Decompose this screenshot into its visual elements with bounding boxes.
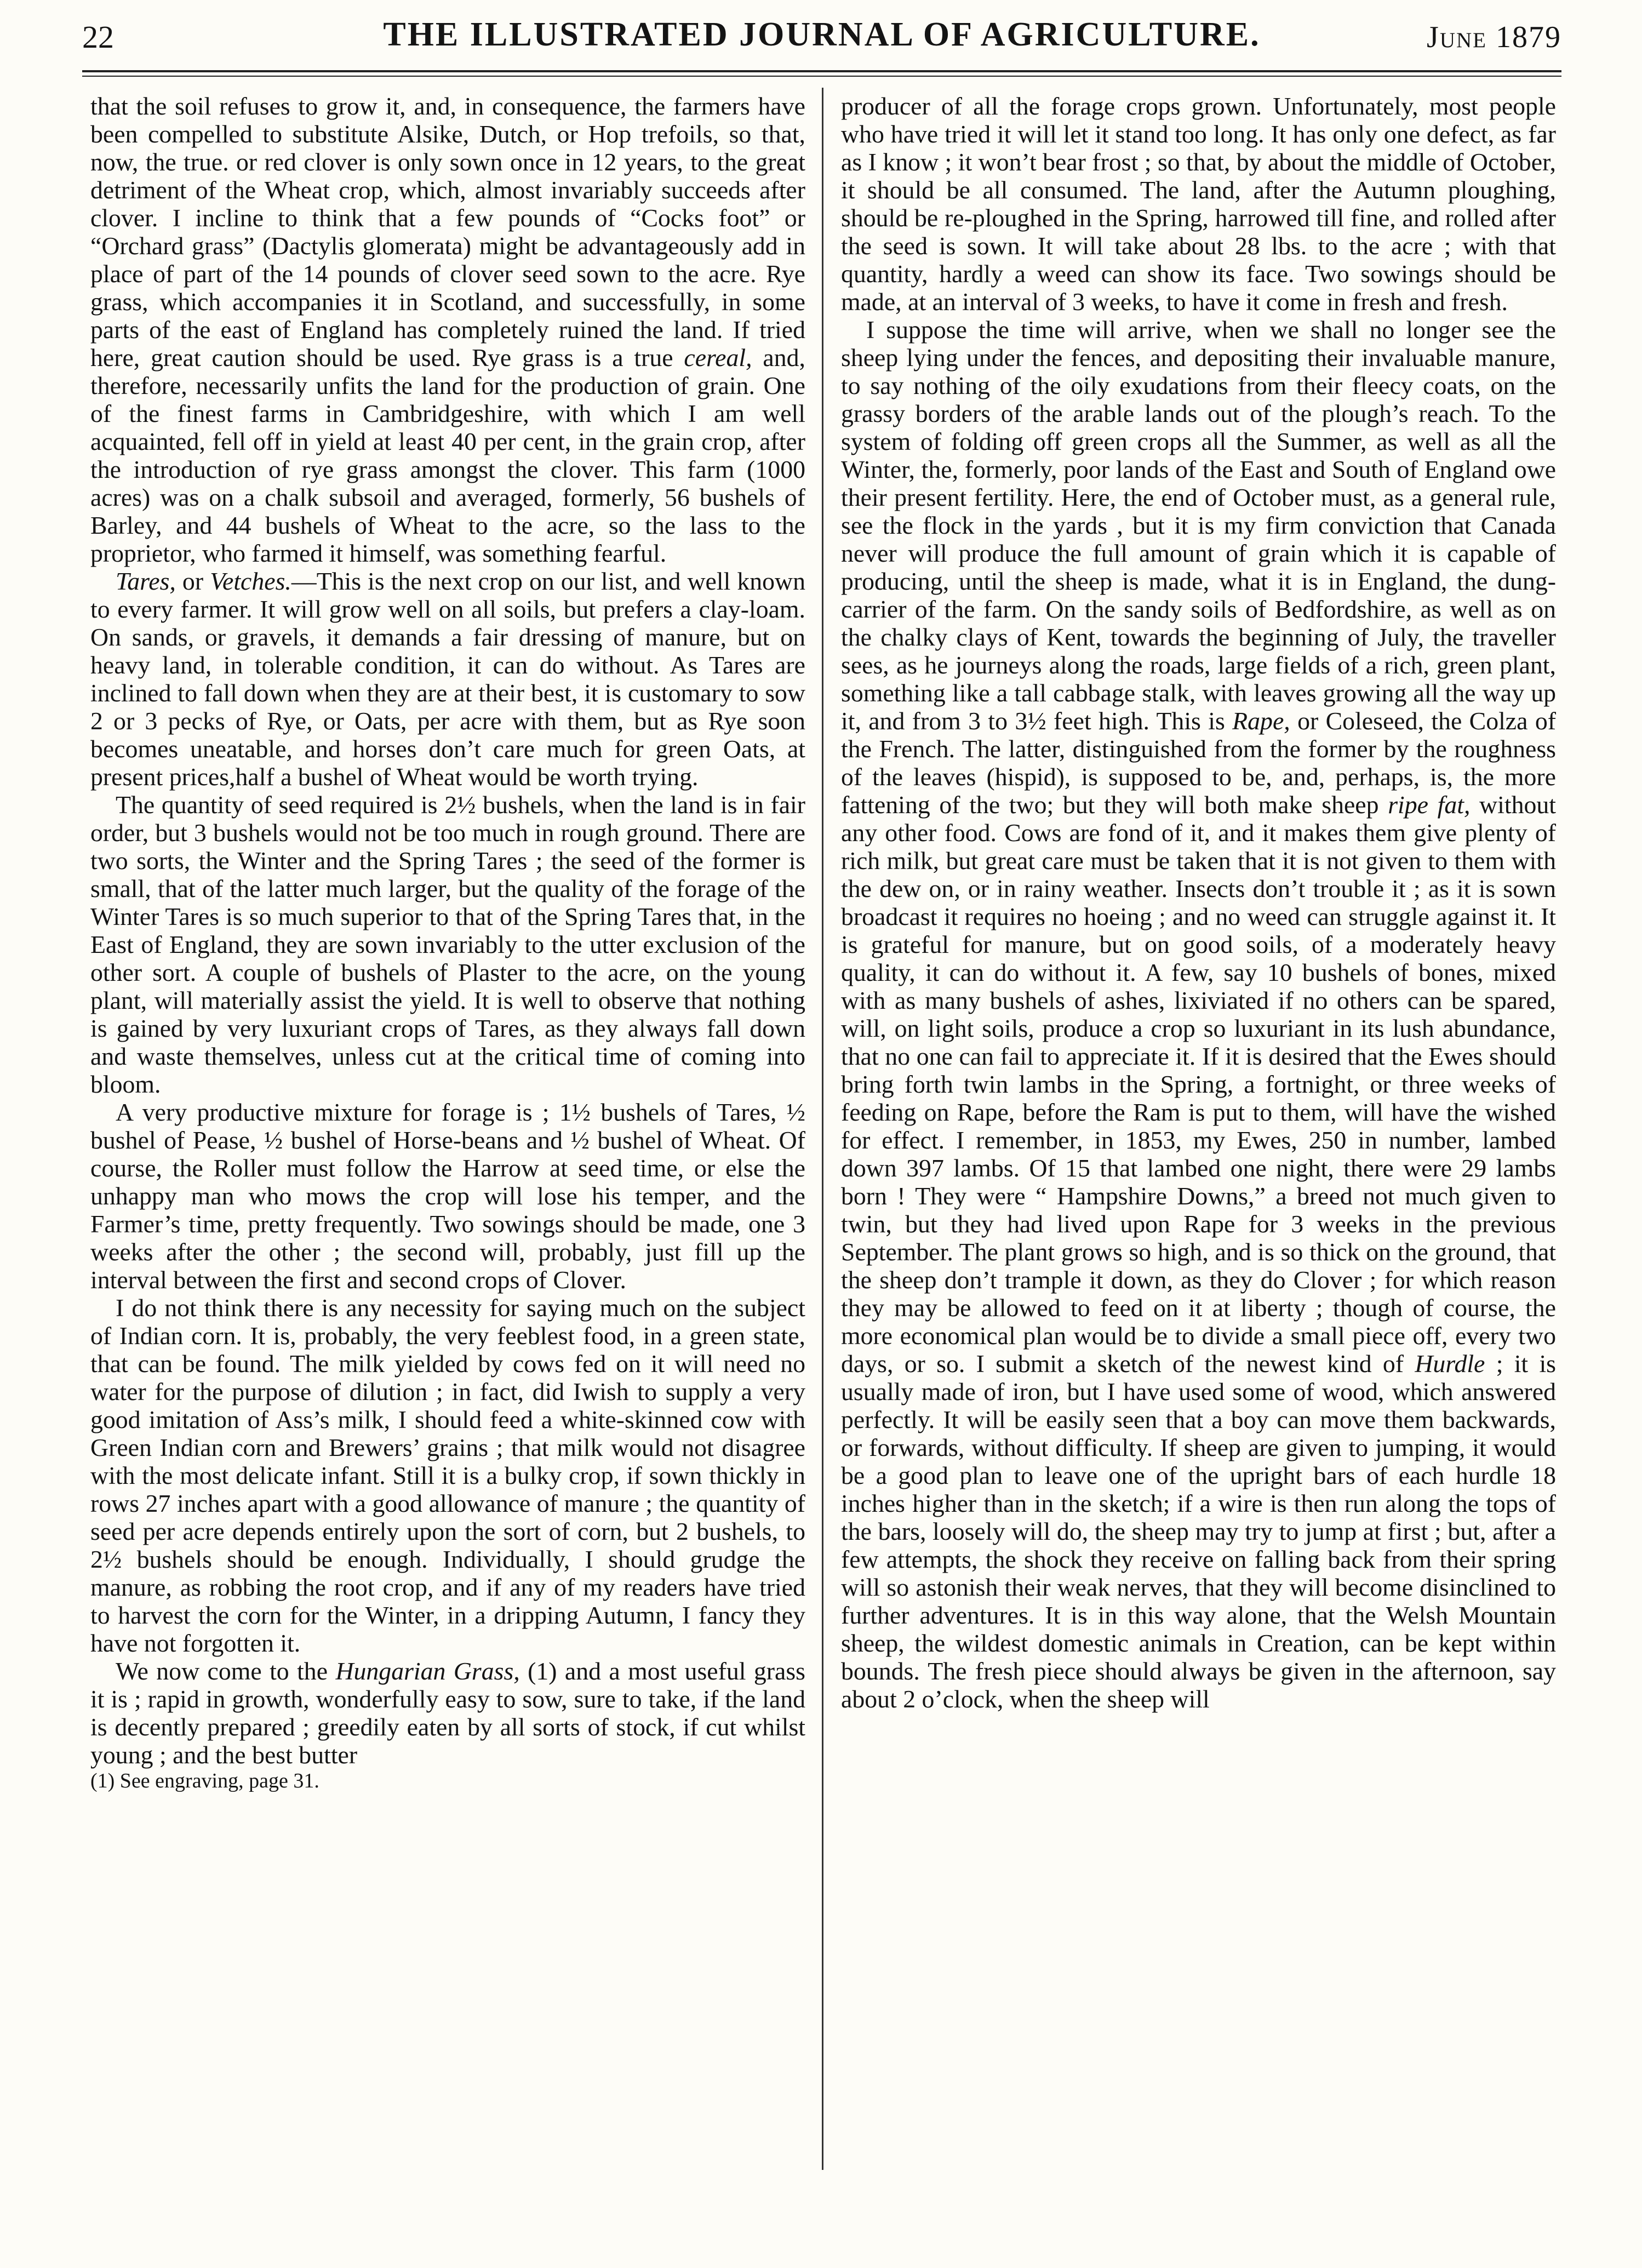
paragraph-forage-mixture: A very productive mixture for forage is ; 1½ bushels of Tares, ½ bushel of Pease, ½ bushel of Horse-beans and ½ bushel of Wheat. Of course, the Roller must follow the Harrow at seed time, or else the unhappy man who mows the crop will lose his temper, and the Farmer’s time, pretty frequently. Two sowings should be made, one 3 weeks after the other ; the second will, probably, just fill up the interval between the first and second crops of Clover. [90,1098,805,1294]
left-column [90,92,805,1793]
page-number: 22 [82,19,114,55]
footnote: (1) See engraving, page 31. [90,1769,319,1792]
paragraph-tares: Tares, or Vetches.—This is the next crop on our list, and well known to every farmer. It will grow well on all soils, but prefers a clay-loam. On sands, or gravels, it demands a fair dressing of manure, but on heavy land, in tolerable condition, it can do without. As Tares are inclined to fall down when they are at their best, it is customary to sow 2 or 3 pecks of Rye, or Oats, per acre with them, but as Rye soon becomes uneatable, and horses don’t care much for green Oats, at present prices,half a bushel of Wheat would be worth trying. [90,567,805,791]
journal-title: THE ILLUSTRATED JOURNAL OF AGRICULTURE. [383,16,1261,53]
issue-date: June 1879 [1427,20,1561,54]
running-header [82,15,1561,59]
paragraph-seed-quantity: The quantity of seed required is 2½ bushels, when the land is in fair order, but 3 bushels would not be too much in rough ground. There are two sorts, the Winter and the Spring Tares ; the seed of the former is small, that of the latter much larger, but the quality of the forage of the Winter Tares is so much superior to that of the Spring Tares that, in the East of England, they are sown invariably to the utter exclusion of the other sort. A couple of bushels of Plaster to the acre, on the young plant, will materially assist the yield. It is well to observe that nothing is gained by very luxuriant crops of Tares, as they always fall down and waste themselves, unless cut at the critical time of coming into bloom. [90,791,805,1098]
paragraph-hungarian-grass: We now come to the Hungarian Grass, (1) and a most useful grass it is ; rapid in growth, wonderfully easy to sow, sure to take, if the land is decently prepared ; greedily eaten by all sorts of stock, if cut whilst young ; and the best butter [90,1657,805,1769]
header-rule [82,70,1561,72]
column-divider [822,88,823,2170]
paragraph: producer of all the forage crops grown. Unfortunately, most people who have tried it will let it stand too long. It has only one defect, as far as I know ; it won’t bear frost ; so that, by about the middle of October, it should be all consumed. The land, after the Autumn ploughing, should be re-ploughed in the Spring, harrowed till fine, and rolled after the seed is sown. It will take about 28 lbs. to the acre ; with that quantity, hardly a weed can show its face. Two sowings should be made, at an interval of 3 weeks, to have it come in fresh and fresh. [841,92,1556,316]
paragraph-indian-corn: I do not think there is any necessity for saying much on the subject of Indian corn. It is, probably, the very feeblest food, in a green state, that can be found. The milk yielded by cows fed on it will need no water for the purpose of dilution ; in fact, did Iwish to supply a very good imitation of Ass’s milk, I should feed a white-skinned cow with Green Indian corn and Brewers’ grains ; that milk would not disagree with the most delicate infant. Still it is a bulky crop, if sown thickly in rows 27 inches apart with a good allowance of manure ; the quantity of seed per acre depends entirely upon the sort of corn, but 2 bushels, to 2½ bushels should be enough. Individually, I should grudge the manure, as robbing the root crop, and if any of my readers have tried to harvest the corn for the Winter, in a dripping Autumn, I fancy they have not forgotten it. [90,1294,805,1657]
paragraph: that the soil refuses to grow it, and, in consequence, the farmers have been compelled to substitute Alsike, Dutch, or Hop trefoils, so that, now, the true. or red clover is only sown once in 12 years, to the great detriment of the Wheat crop, which, almost invariably succeeds after clover. I incline to think that a few pounds of “Cocks foot” or “Orchard grass” (Dactylis glomerata) might be advantageously add in place of part of the 14 pounds of clover seed sown to the acre. Rye grass, which accompanies it in Scotland, and successfully, in some parts of the east of England has completely ruined the land. If tried here, great caution should be used. Rye grass is a true cereal, and, therefore, necessarily unfits the land for the production of grain. One of the finest farms in Cambridgeshire, with which I am well acquainted, fell off in yield at least 40 per cent, in the grain crop, after the introduction of rye grass amongst the clover. This farm (1000 acres) was on a chalk subsoil and averaged, formerly, 56 bushels of Barley, and 44 bushels of Wheat to the acre, so the lass to the proprietor, who farmed it himself, was something fearful. [90,92,805,567]
paragraph-rape: I suppose the time will arrive, when we shall no longer see the sheep lying under the fences, and depositing their invaluable manure, to say nothing of the oily exudations from their fleecy coats, on the grassy borders of the arable lands out of the plough’s reach. To the system of folding off green crops all the Summer, as well as all the Winter, the, formerly, poor lands of the East and South of England owe their present fertility. Here, the end of October must, as a general rule, see the flock in the yards , but it is my firm conviction that Canada never will produce the full amount of grain which it is capable of producing, until the sheep is made, what it is in England, the dung-carrier of the farm. On the sandy soils of Bedfordshire, as well as on the chalky clays of Kent, towards the beginning of July, the traveller sees, as he journeys along the roads, large fields of a rich, green plant, something like a tall cabbage stalk, with leaves growing all the way up it, and from 3 to 3½ feet high. This is Rape, or Coleseed, the Colza of the French. The latter, distinguished from the former by the roughness of the leaves (hispid), is supposed to be, and, perhaps, is, the more fattening of the two; but they will both make sheep ripe fat, without any other food. Cows are fond of it, and it makes them give plenty of rich milk, but great care must be taken that it is not given to them with the dew on, or in rainy weather. Insects don’t trouble it ; as it is sown broadcast it requires no hoeing ; and no weed can struggle against it. It is grateful for manure, but on good soils, of a moderately heavy quality, it can do without it. A few, say 10 bushels of bones, mixed with as many bushels of ashes, lixiviated if no others can be spared, will, on light soils, produce a crop so luxuriant in its lush abundance, that no one can fail to appreciate it. If it is desired that the Ewes should bring forth twin lambs in the Spring, a fortnight, or three weeks of feeding on Rape, before the Ram is put to them, will have the wished for effect. I remember, in 1853, my Ewes, 250 in number, lambed down 397 lambs. Of 15 that lambed one night, there were 29 lambs born ! They were “ Hampshire Downs,” a breed not much given to twin, but they had lived upon Rape for 3 weeks in the previous September. The plant grows so high, and is so thick on the ground, that the sheep don’t trample it down, as they do Clover ; for which reason they may be allowed to feed on it at liberty ; though of course, the more economical plan would be to divide a small piece off, every two days, or so. I submit a sketch of the newest kind of Hurdle ; it is usually made of iron, but I have used some of wood, which answered perfectly. It will be easily seen that a boy can move them backwards, or forwards, without difficulty. If sheep are given to jumping, it would be a good plan to leave one of the upright bars of each hurdle 18 inches higher than in the sketch; if a wire is then run along the tops of the bars, loosely will do, the sheep may try to jump at first ; but, after a few attempts, the shock they receive on falling back from their spring will so astonish their weak nerves, that they will become disinclined to further adventures. It is in this way alone, that the Welsh Mountain sheep, the wildest domestic animals in Creation, can be kept within bounds. The fresh piece should always be given in the afternoon, say about 2 o’clock, when the sheep will [841,316,1556,1713]
header-rule-thin [82,76,1561,77]
right-column [841,92,1556,1713]
